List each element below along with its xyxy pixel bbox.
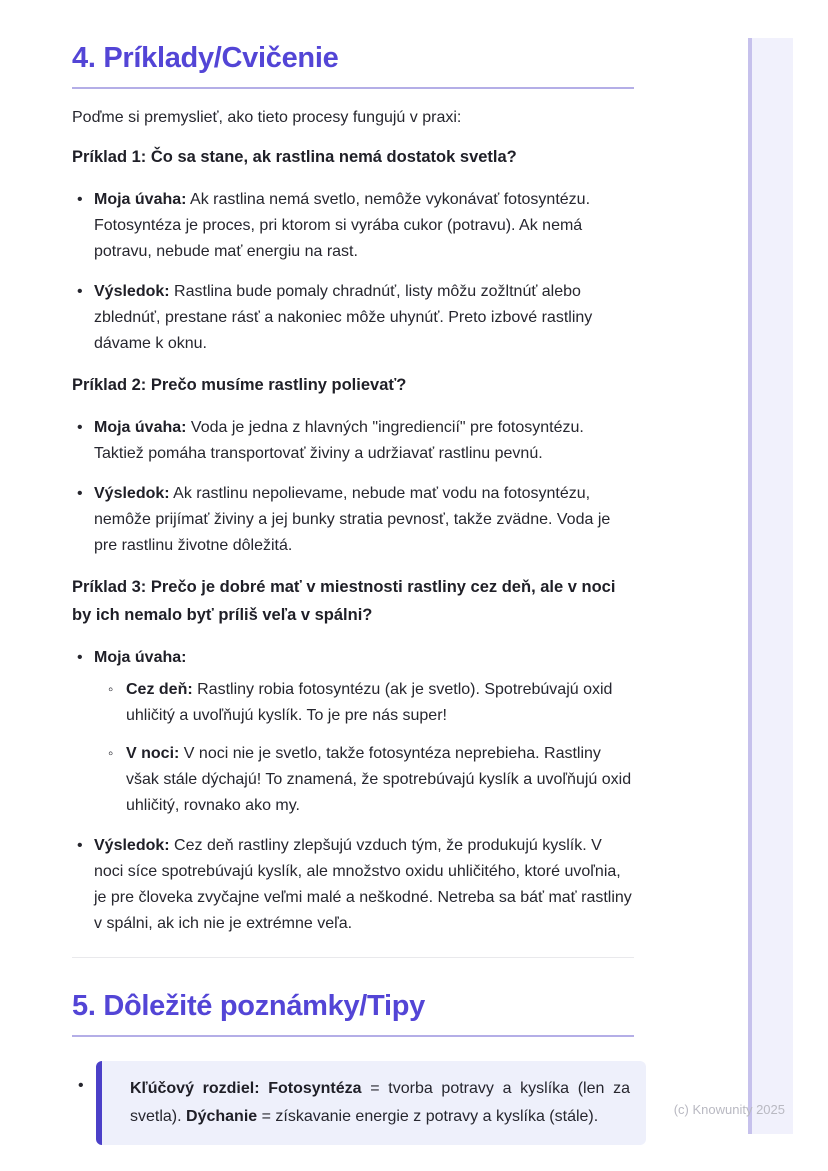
key-difference-callout [96, 1061, 646, 1145]
sub-list-item [106, 741, 634, 819]
list-item [72, 279, 634, 357]
list-item [72, 645, 634, 819]
bullet-label: Moja úvaha: [94, 649, 187, 666]
callout-bold-text: Kľúčový rozdiel: Fotosyntéza [130, 1080, 362, 1097]
bullet-label: Moja úvaha: [94, 191, 187, 208]
list-item [72, 481, 634, 559]
bullet-label: Výsledok: [94, 837, 170, 854]
list-item [72, 187, 634, 265]
bullet-text: Cez deň rastliny zlepšujú vzduch tým, že produkujú kyslík. V noci síce spotrebúvajú kyslík, ale množstvo oxidu uhličitého, ktoré uvoľnia, je pre človeka zvyčajne veľmi malé a neškodné. Netreba sa báť mať rastliny v spálni, ak ich nie je extrémne veľa. [94, 837, 632, 932]
copyright-notice: (c) Knowunity 2025 [673, 1102, 785, 1117]
list-item [72, 1061, 634, 1145]
bullet-text: Ak rastlinu nepolievame, nebude mať vodu na fotosyntézu, nemôže prijímať živiny a jej bunky stratia pevnosť, takže zvädne. Voda je pre rastlinu životne dôležitá. [94, 485, 611, 554]
section-4-intro: Poďme si premyslieť, ako tieto procesy fungujú v praxi: [72, 109, 462, 126]
callout-text: = tvorba potravy a kyslíka (len za svetla). [130, 1080, 630, 1125]
example-2-list [72, 415, 634, 559]
bullet-text: V noci nie je svetlo, takže fotosyntéza neprebieha. Rastliny však stále dýchajú! To znamená, že spotrebúvajú kyslík a uvoľňujú oxid uhličitý, rovnako ako my. [126, 745, 632, 814]
bullet-label: V noci: [126, 745, 180, 762]
document-content [72, 42, 634, 1145]
example-3-sublist [94, 677, 634, 819]
bullet-label: Cez deň: [126, 681, 193, 698]
bullet-text: Voda je jedna z hlavných "ingrediencií" pre fotosyntézu. Taktiež pomáha transportovať živiny a udržiavať rastlinu pevnú. [94, 419, 584, 462]
section-4-underline [72, 87, 634, 89]
section-5-list [72, 1061, 634, 1145]
bullet-label: Výsledok: [94, 283, 170, 300]
example-3-heading: Príklad 3: Prečo je dobré mať v miestnosti rastliny cez deň, ale v noci by ich nemalo byť príliš veľa v spálni? [72, 578, 616, 624]
example-1-heading: Príklad 1: Čo sa stane, ak rastlina nemá dostatok svetla? [72, 148, 517, 166]
sub-list-item [106, 677, 634, 729]
section-5-underline [72, 1035, 634, 1037]
example-3-list [72, 645, 634, 937]
bullet-text: Rastliny robia fotosyntézu (ak je svetlo). Spotrebúvajú oxid uhličitý a uvoľňujú kyslík. To je pre nás super! [126, 681, 613, 724]
list-item [72, 833, 634, 937]
page-edge-strip [748, 38, 793, 1134]
section-5-title: 5. Dôležité poznámky/Tipy [72, 990, 425, 1022]
section-divider [72, 957, 634, 958]
list-item [72, 415, 634, 467]
bullet-label: Moja úvaha: [94, 419, 187, 436]
callout-bold-text: Dýchanie [186, 1108, 258, 1125]
section-4-title: 4. Príklady/Cvičenie [72, 42, 339, 74]
bullet-text: Ak rastlina nemá svetlo, nemôže vykonávať fotosyntézu. Fotosyntéza je proces, pri ktorom si vyrába cukor (potravu). Ak nemá potravu, nebude mať energiu na rast. [94, 191, 591, 260]
example-1-list [72, 187, 634, 357]
example-2-heading: Príklad 2: Prečo musíme rastliny polievať? [72, 376, 407, 394]
bullet-text: Rastlina bude pomaly chradnúť, listy môžu zožltnúť alebo zblednúť, prestane rásť a nakoniec môže uhynúť. Preto izbové rastliny dávame k oknu. [94, 283, 593, 352]
callout-text: = získavanie energie z potravy a kyslíka (stále). [257, 1108, 599, 1125]
bullet-label: Výsledok: [94, 485, 170, 502]
